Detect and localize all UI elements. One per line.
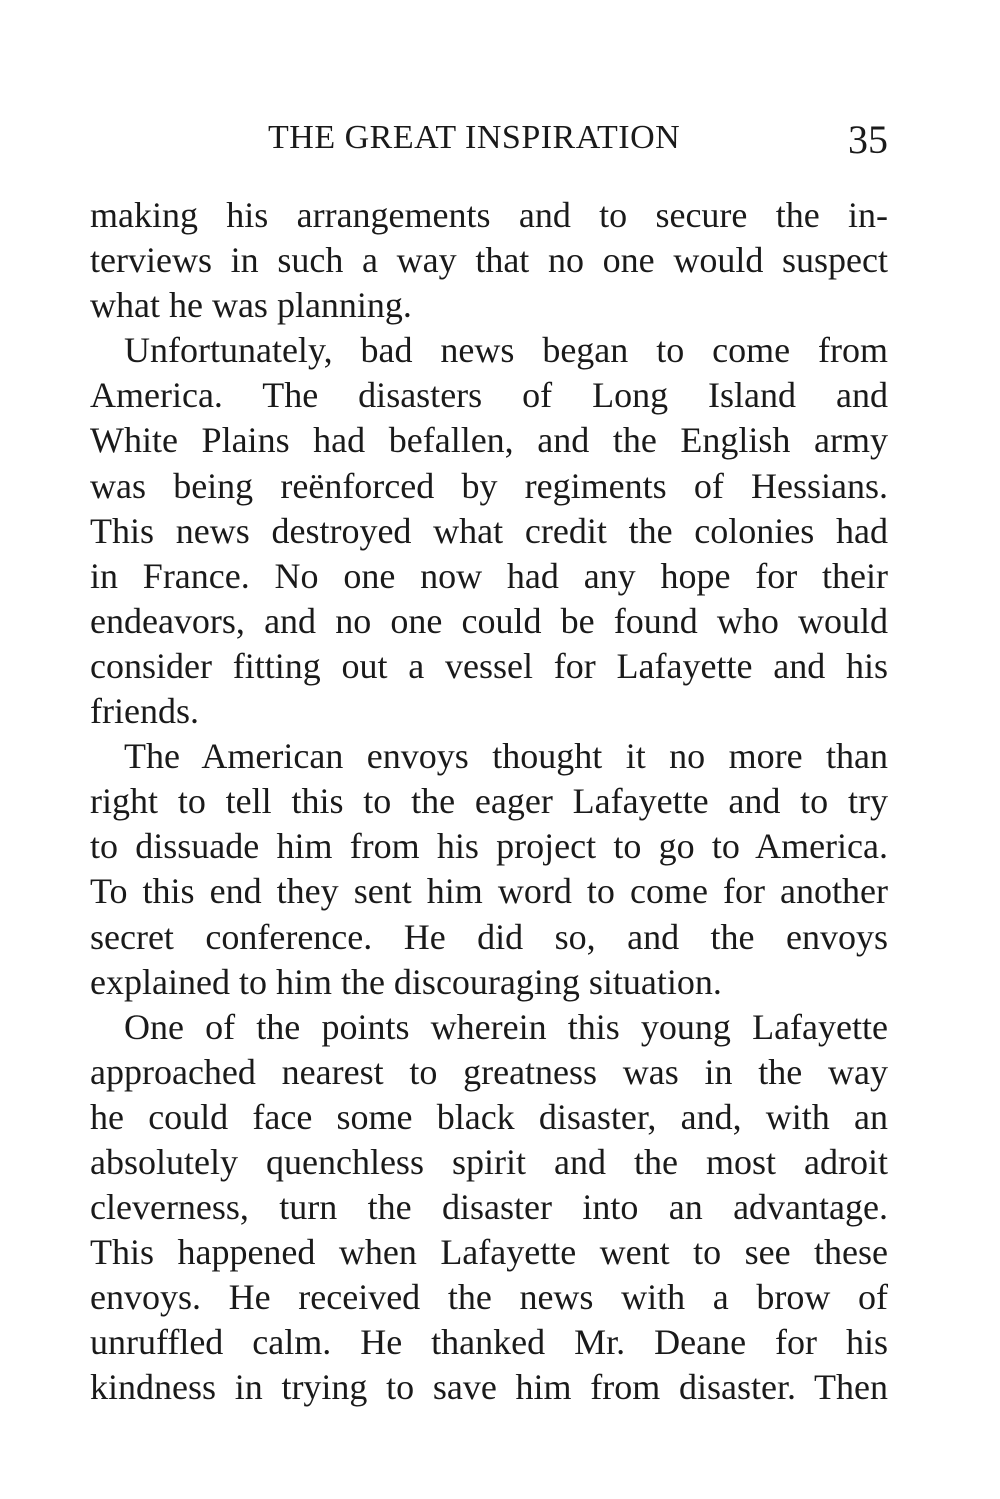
- text-line: kindness in trying to save him from disaster. Then: [90, 1367, 888, 1408]
- text-line: White Plains had befallen, and the English army: [90, 420, 888, 461]
- text-line: absolutely quenchless spirit and the most adroit: [90, 1141, 888, 1182]
- text-line: unruffled calm. He thanked Mr. Deane for his: [90, 1322, 888, 1363]
- text-line: to dissuade him from his project to go to America.: [90, 826, 888, 867]
- text-line: This news destroyed what credit the colonies had: [90, 510, 888, 551]
- text-line: terviews in such a way that no one would suspect: [90, 240, 888, 281]
- text-line: This happened when Lafayette went to see these: [90, 1232, 888, 1273]
- text-line: in France. No one now had any hope for their: [90, 555, 888, 596]
- text-line: envoys. He received the news with a brow of: [90, 1277, 888, 1318]
- text-line: The American envoys thought it no more than: [124, 736, 888, 777]
- text-line: what he was planning.: [90, 285, 412, 326]
- text-line: endeavors, and no one could be found who would: [90, 600, 888, 641]
- text-line: explained to him the discouraging situation.: [90, 961, 722, 1002]
- running-title: THE GREAT INSPIRATION: [268, 119, 681, 156]
- text-line: To this end they sent him word to come for another: [90, 871, 888, 912]
- page-header: [90, 118, 888, 168]
- page-number: 35: [848, 117, 888, 162]
- text-line: cleverness, turn the disaster into an advantage.: [90, 1187, 888, 1228]
- text-line: friends.: [90, 691, 199, 732]
- text-line: making his arrangements and to secure the in-: [90, 195, 888, 235]
- text-line: approached nearest to greatness was in the way: [90, 1051, 888, 1092]
- text-line: he could face some black disaster, and, with an: [90, 1096, 888, 1137]
- text-line: Unfortunately, bad news began to come from: [124, 330, 888, 371]
- text-line: was being reënforced by regiments of Hessians.: [90, 465, 888, 506]
- body-text: [90, 193, 888, 1411]
- text-line: secret conference. He did so, and the envoys: [90, 916, 888, 957]
- text-line: One of the points wherein this young Lafayette: [124, 1006, 888, 1047]
- text-line: America. The disasters of Long Island and: [90, 375, 888, 416]
- text-line: consider fitting out a vessel for Lafayette and his: [90, 645, 888, 686]
- text-line: right to tell this to the eager Lafayette and to try: [90, 781, 888, 822]
